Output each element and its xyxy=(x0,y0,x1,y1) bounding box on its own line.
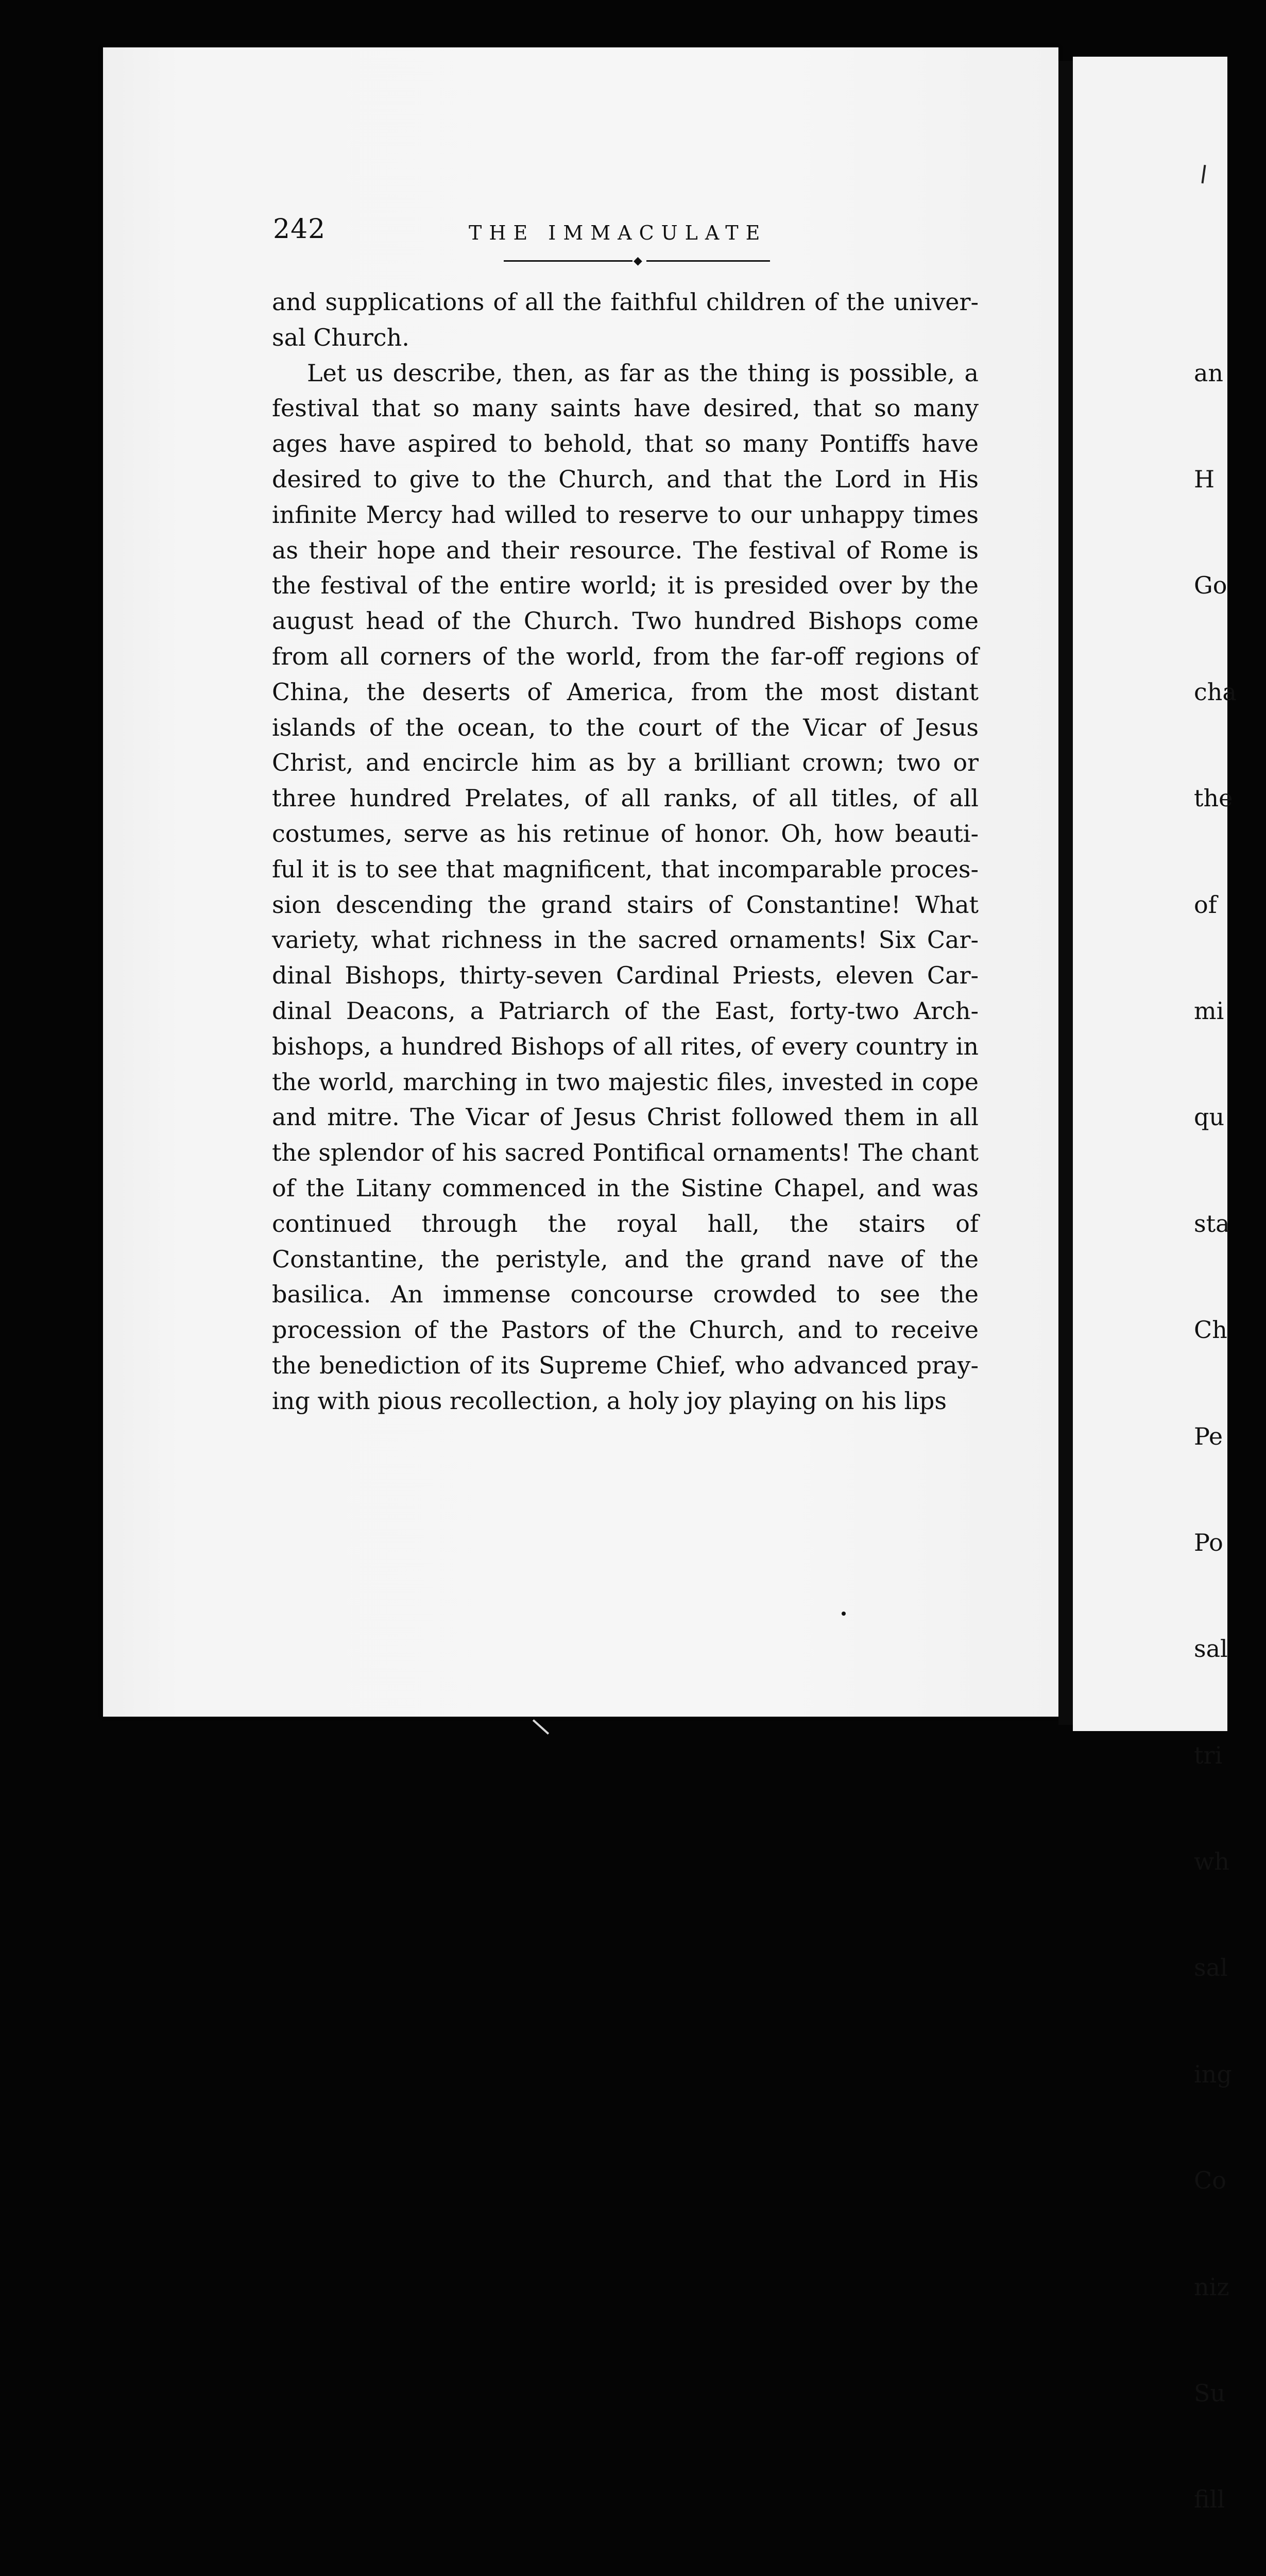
facing-fragment: Po xyxy=(1194,1528,1223,1556)
book-gutter xyxy=(1058,61,1073,1725)
facing-fragment: tri xyxy=(1194,1741,1223,1769)
scan-speck xyxy=(842,1612,846,1616)
facing-fragment: Su xyxy=(1194,2379,1226,2408)
facing-fragment: Ch xyxy=(1194,1316,1227,1344)
facing-page-text xyxy=(1194,284,1266,2576)
facing-fragment: of xyxy=(1194,890,1217,919)
header-rule-left xyxy=(504,260,632,262)
running-head: THE IMMACULATE xyxy=(469,222,767,244)
facing-fragment: ing xyxy=(1194,2060,1232,2088)
scan-mark xyxy=(533,1719,549,1735)
header-ornament: ◆ xyxy=(634,255,642,267)
header-rule-right xyxy=(646,260,770,262)
paragraph-continuation: and supplications of all the faithful children of the univer-sal Church. xyxy=(272,288,979,351)
facing-fragment: an xyxy=(1194,359,1224,387)
facing-fragment: Co xyxy=(1194,2166,1226,2195)
facing-fragment: fill xyxy=(1194,2485,1225,2514)
facing-fragment: qu xyxy=(1194,1103,1225,1131)
facing-fragment: mi xyxy=(1194,996,1224,1025)
facing-fragment: wh xyxy=(1194,1848,1229,1876)
facing-fragment: cha xyxy=(1194,677,1237,706)
facing-fragment: H xyxy=(1194,465,1215,493)
facing-fragment: Go xyxy=(1194,571,1227,600)
body-text xyxy=(272,284,979,1419)
facing-fragment: niz xyxy=(1194,2273,1229,2301)
page-number: 242 xyxy=(273,214,326,245)
facing-fragment: Pe xyxy=(1194,1422,1223,1450)
page-header xyxy=(273,211,979,268)
facing-fragment: sal xyxy=(1194,1635,1228,1663)
facing-fragment: sta xyxy=(1194,1209,1230,1238)
facing-fragment: the xyxy=(1194,784,1233,812)
facing-fragment: sal xyxy=(1194,1954,1228,1982)
paragraph-main: Let us describe, then, as far as the thing is possible, a festival that so many saints have desired, that so many ages have aspired to behold, that so many Pontiffs have desired to give to the Church, and that the Lord in His infinite Mercy had willed to reserve to our unhappy times as their hope and their resource. The festival of Rome is the festival of the entire world; it is presided over by the august head of the Church. Two hundred Bishops come from all corners of the world, from the far-off regions of China, the deserts of America, from the most distant islands of the ocean, to the court of the Vicar of Jesus Christ, and encircle him as by a brilliant crown; two or three hundred Prelates, of all ranks, of all titles, of all costumes, serve as his retinue of honor. Oh, how beauti-ful it is to see that magnificent, that incomparable proces-sion descending the grand stairs of Constantine! What variety, what richness in the sacred ornaments! Six Car-dinal Bishops, thirty-seven Cardinal Priests, eleven Car-dinal Deacons, a Patriarch of the East, forty-two Arch-bishops, a hundred Bishops of all rites, of every country in the world, marching in two majestic files, invested in cope and mitre. The Vicar of Jesus Christ followed them in all the splendor of his sacred Pontifical ornaments! The chant of the Litany commenced in the Sistine Chapel, and was continued through the royal hall, the stairs of Constantine, the peristyle, and the grand nave of the basilica. An immense concourse crowded to see the procession of the Pastors of the Church, and to receive the benediction of its Supreme Chief, who advanced pray-ing with pious recollection, a holy joy playing on his lips xyxy=(272,359,979,1415)
